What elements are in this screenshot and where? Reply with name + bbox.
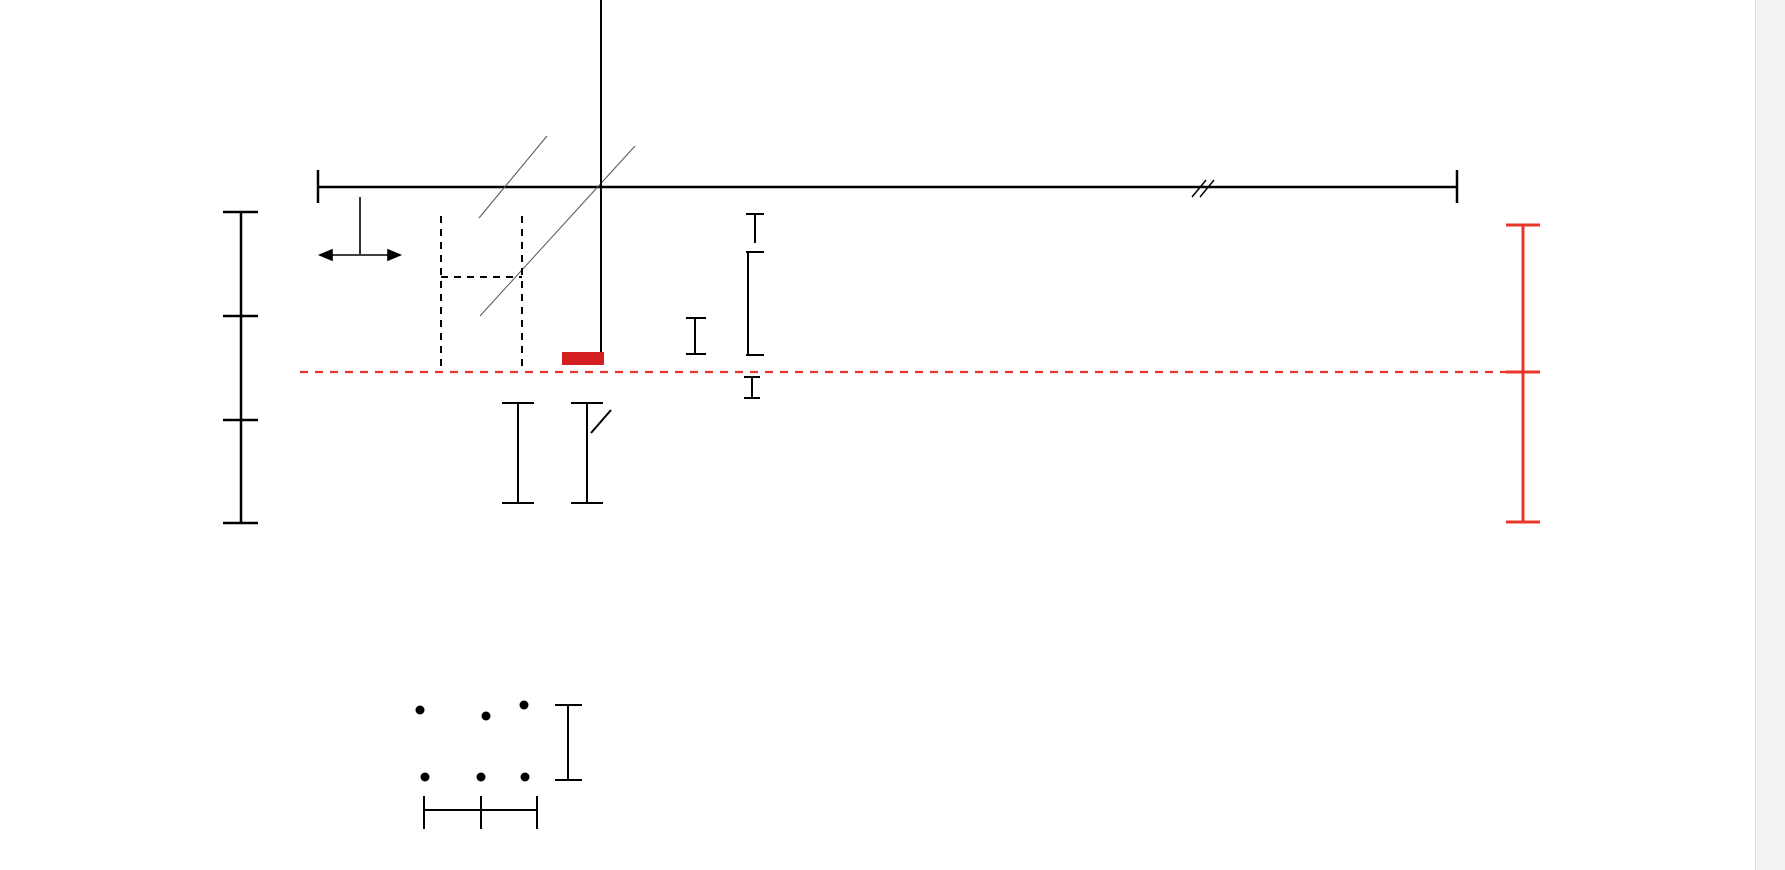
lane-dimension <box>1506 225 1540 522</box>
spacing-arrow <box>320 197 400 260</box>
truck-wheel <box>421 773 430 782</box>
truck-wheel <box>477 773 486 782</box>
truck-wheel <box>520 701 529 710</box>
girder-spacing-dimension <box>223 212 258 523</box>
truck-wheel <box>482 712 491 721</box>
truck-wheels <box>416 701 530 782</box>
red-label-bg <box>562 352 604 365</box>
truck-wheel <box>521 773 530 782</box>
truck-sketch <box>424 705 582 829</box>
vertical-scrollbar[interactable] <box>1755 0 1785 870</box>
tributary-area <box>441 216 522 372</box>
wheel-dimensions <box>502 0 764 503</box>
break-mark <box>1192 180 1214 197</box>
span-dimension <box>318 170 1457 203</box>
callout-leaders <box>479 136 635 316</box>
truck-wheel <box>416 706 425 715</box>
